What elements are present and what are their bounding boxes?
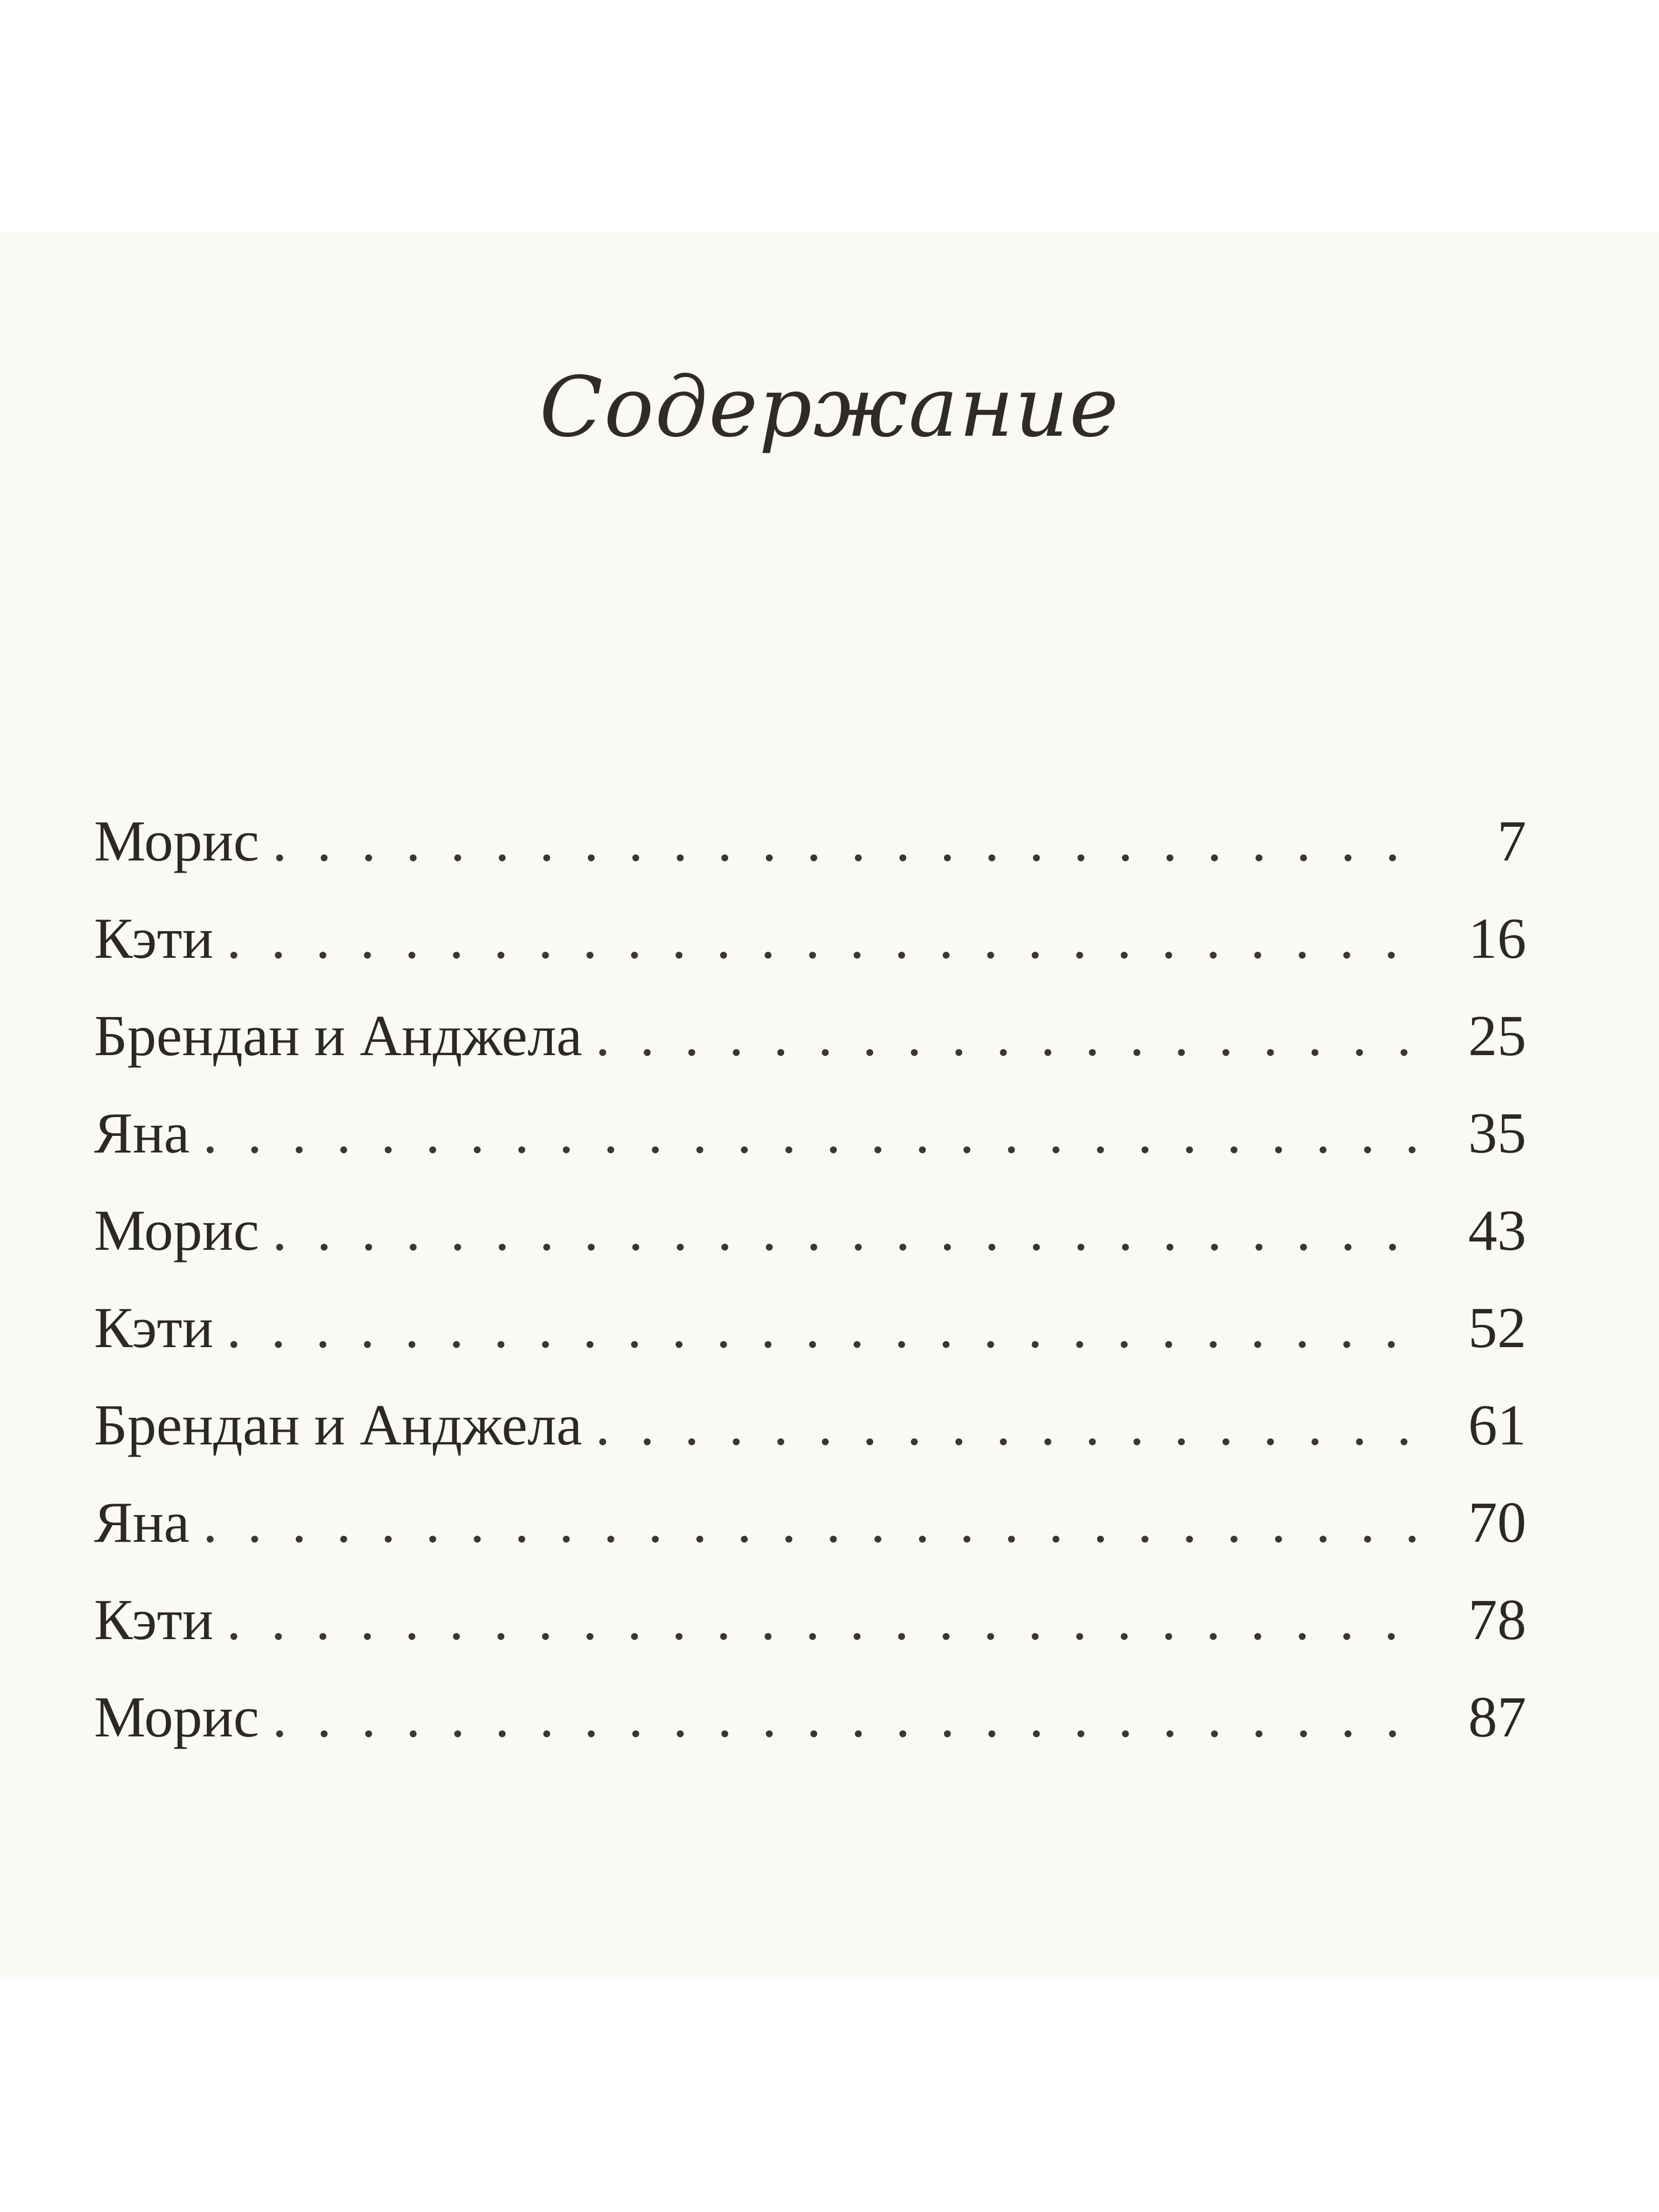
toc-entry-title: Брендан и Анджела [94, 1003, 582, 1068]
toc-entry-page: 52 [1468, 1295, 1526, 1360]
toc-entry-page: 70 [1468, 1490, 1526, 1554]
page-title: Содержание [539, 359, 1120, 456]
toc-entry-page: 43 [1468, 1198, 1526, 1262]
dot-leader [227, 1586, 1430, 1653]
dot-leader [273, 807, 1430, 874]
toc-entry [94, 1294, 1526, 1391]
toc-entry-title: Морис [94, 1198, 259, 1262]
dot-leader [227, 1294, 1430, 1361]
toc-entry-title: Яна [94, 1490, 190, 1554]
toc-entry [94, 807, 1526, 905]
toc-entry-page: 25 [1468, 1003, 1526, 1068]
toc-entry-page: 61 [1468, 1392, 1526, 1457]
toc-entry [94, 905, 1526, 1002]
toc-entry-page: 35 [1468, 1100, 1526, 1165]
book-page [0, 232, 1659, 1977]
dot-leader [227, 905, 1430, 972]
toc-entry-page: 16 [1468, 906, 1526, 971]
toc-entry-title: Яна [94, 1100, 190, 1165]
toc-entry [94, 1586, 1526, 1683]
dot-leader [203, 1489, 1430, 1556]
toc-entry-title: Брендан и Анджела [94, 1392, 582, 1457]
table-of-contents [94, 807, 1526, 1781]
dot-leader [596, 1391, 1430, 1458]
toc-entry [94, 1683, 1526, 1781]
dot-leader [203, 1099, 1430, 1166]
dot-leader [273, 1683, 1430, 1750]
toc-entry [94, 1391, 1526, 1489]
dot-leader [596, 1002, 1430, 1069]
toc-entry-title: Кэти [94, 1587, 213, 1652]
toc-entry [94, 1489, 1526, 1586]
toc-entry-title: Морис [94, 808, 259, 873]
toc-entry-page: 78 [1468, 1587, 1526, 1652]
dot-leader [273, 1197, 1430, 1264]
toc-entry [94, 1197, 1526, 1294]
toc-entry [94, 1002, 1526, 1099]
toc-entry-page: 7 [1497, 808, 1526, 873]
toc-entry-page: 87 [1468, 1684, 1526, 1749]
toc-entry-title: Морис [94, 1684, 259, 1749]
toc-entry [94, 1099, 1526, 1197]
toc-entry-title: Кэти [94, 1295, 213, 1360]
toc-entry-title: Кэти [94, 906, 213, 971]
